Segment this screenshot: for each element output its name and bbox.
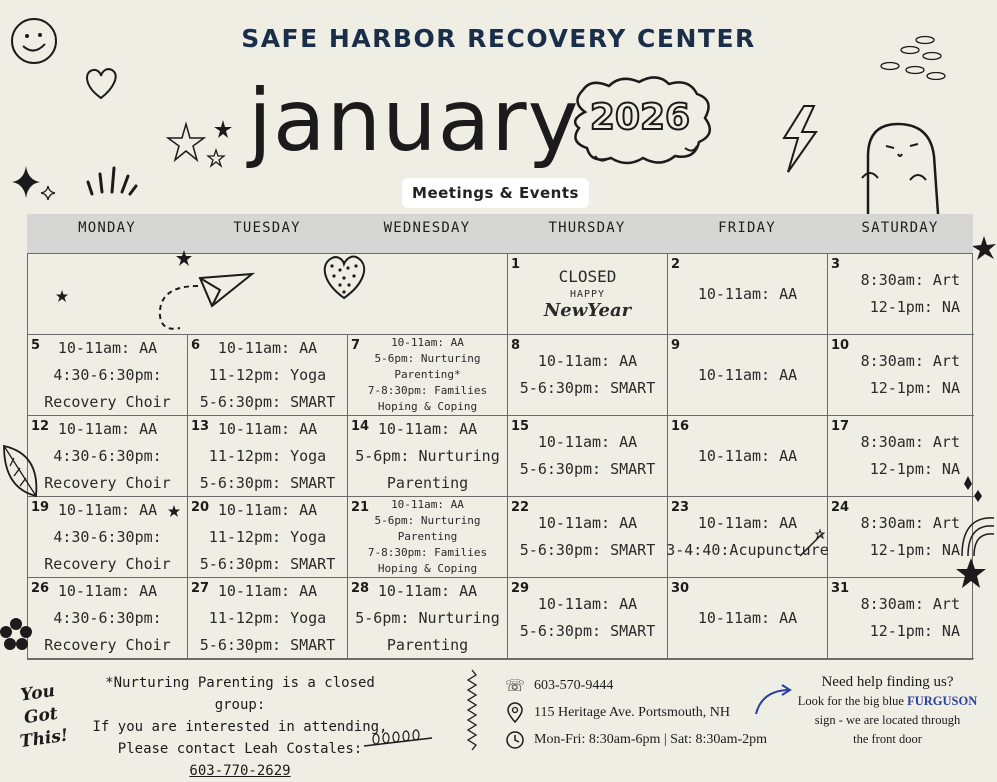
event-list bbox=[28, 497, 187, 577]
day-header-monday: MONDAY bbox=[78, 220, 136, 236]
event-list bbox=[508, 416, 667, 496]
new-year-lettering: NewYear bbox=[543, 300, 632, 321]
directions-info bbox=[785, 672, 990, 749]
day-number: 27 bbox=[191, 581, 210, 596]
event-item: Parenting bbox=[397, 530, 458, 543]
event-item: 4:30-6:30pm: bbox=[53, 446, 162, 465]
day-number: 30 bbox=[671, 581, 690, 596]
event-item: 8:30am: Art bbox=[860, 271, 960, 289]
day-number: 9 bbox=[671, 338, 681, 353]
day-cell-7 bbox=[348, 335, 508, 416]
day-cell-26 bbox=[28, 578, 188, 659]
event-list bbox=[828, 254, 974, 334]
event-item: Hoping & Coping bbox=[377, 400, 478, 413]
event-list bbox=[828, 416, 974, 496]
event-item: 11-12pm: Yoga bbox=[208, 608, 327, 627]
event-item: 10-11am: AA bbox=[697, 284, 798, 303]
event-item: 4:30-6:30pm: bbox=[53, 527, 162, 546]
contact-address-row bbox=[504, 699, 767, 726]
event-item: Recovery Choir bbox=[44, 635, 171, 654]
directions-line: the front door bbox=[853, 732, 922, 746]
event-item: 10-11am: AA bbox=[391, 336, 464, 349]
event-item: 10-11am: AA bbox=[537, 514, 638, 532]
event-item: 10-11am: AA bbox=[391, 498, 464, 511]
event-item: Hoping & Coping bbox=[377, 562, 478, 575]
event-item: 11-12pm: Yoga bbox=[208, 365, 327, 384]
event-item: Recovery Choir bbox=[44, 554, 171, 573]
day-number: 22 bbox=[511, 500, 530, 515]
event-item: 10-11am: AA bbox=[537, 352, 638, 370]
event-item: 10-11am: AA bbox=[217, 419, 318, 438]
year-label: 2026 bbox=[589, 97, 691, 138]
event-list bbox=[508, 497, 667, 577]
day-cell-20 bbox=[188, 497, 348, 578]
event-list bbox=[188, 416, 347, 496]
contact-info bbox=[504, 672, 767, 753]
day-cell-17 bbox=[828, 416, 974, 497]
event-item: 12-1pm: NA bbox=[869, 379, 960, 397]
event-item: 10-11am: AA bbox=[377, 581, 478, 600]
contact-address: 115 Heritage Ave. Portsmouth, NH bbox=[534, 704, 730, 720]
flower-icon bbox=[0, 618, 32, 650]
day-number: 16 bbox=[671, 419, 690, 434]
day-cell-empty bbox=[348, 254, 508, 335]
event-list bbox=[348, 497, 507, 577]
vine-doodle-icon bbox=[362, 730, 434, 752]
day-number: 1 bbox=[511, 257, 521, 272]
event-item: Parenting* bbox=[394, 368, 461, 381]
day-cell-28 bbox=[348, 578, 508, 659]
day-number: 8 bbox=[511, 338, 521, 353]
event-list bbox=[28, 335, 187, 415]
diamond-sparkle-icon bbox=[960, 476, 984, 506]
event-item: 4:30-6:30pm: bbox=[53, 608, 162, 627]
paper-plane-icon bbox=[150, 246, 260, 336]
event-item: 10-11am: AA bbox=[57, 500, 158, 519]
day-cell-19 bbox=[28, 497, 188, 578]
happy-label: HAPPY bbox=[569, 289, 606, 300]
event-list bbox=[348, 254, 507, 334]
event-item: 5-6pm: Nurturing bbox=[355, 608, 500, 627]
event-item: Parenting bbox=[386, 473, 469, 492]
event-list bbox=[348, 416, 507, 496]
day-number: 13 bbox=[191, 419, 210, 434]
event-item: 5-6:30pm: SMART bbox=[519, 379, 656, 397]
day-cell-6 bbox=[188, 335, 348, 416]
day-cell-29 bbox=[508, 578, 668, 659]
motto-line: Got bbox=[22, 703, 60, 729]
event-item: 5-6:30pm: SMART bbox=[199, 392, 336, 411]
day-header-wednesday: WEDNESDAY bbox=[383, 220, 471, 236]
note-line: *Nurturing Parenting is a closed group: bbox=[105, 675, 375, 713]
event-list bbox=[188, 335, 347, 415]
event-item: 5-6:30pm: SMART bbox=[519, 541, 656, 559]
month-title: january bbox=[248, 71, 580, 171]
event-item: 8:30am: Art bbox=[860, 352, 960, 370]
event-item: 5-6:30pm: SMART bbox=[199, 554, 336, 573]
event-item: 8:30am: Art bbox=[860, 514, 960, 532]
event-item: 4:30-6:30pm: bbox=[53, 365, 162, 384]
event-list bbox=[668, 254, 827, 334]
directions-heading: Need help finding us? bbox=[821, 674, 954, 690]
event-item: 5-6:30pm: SMART bbox=[199, 473, 336, 492]
contact-phone-row bbox=[504, 672, 767, 699]
day-header-friday: FRIDAY bbox=[718, 220, 776, 236]
event-item: 5-6:30pm: SMART bbox=[199, 635, 336, 654]
event-item: 11-12pm: Yoga bbox=[208, 446, 327, 465]
event-item: 10-11am: AA bbox=[697, 514, 798, 532]
note-phone-link[interactable]: 603-770-2629 bbox=[189, 763, 291, 779]
day-header-tuesday: TUESDAY bbox=[233, 220, 301, 236]
event-list bbox=[188, 578, 347, 658]
contact-hours: Mon-Fri: 8:30am-6pm | Sat: 8:30am-2pm bbox=[534, 731, 768, 747]
event-item: 10-11am: AA bbox=[217, 581, 318, 600]
motto-line: You bbox=[19, 680, 57, 706]
contact-hours-row bbox=[504, 726, 767, 753]
event-item: 10-11am: AA bbox=[697, 608, 798, 627]
day-cell-16 bbox=[668, 416, 828, 497]
rays-doodle-icon bbox=[86, 164, 138, 198]
event-list bbox=[348, 335, 507, 415]
day-cell-21 bbox=[348, 497, 508, 578]
motto-line: This! bbox=[18, 725, 70, 753]
day-number: 10 bbox=[831, 338, 850, 353]
small-star-icon bbox=[168, 505, 180, 517]
day-number: 19 bbox=[31, 500, 50, 515]
day-number: 29 bbox=[511, 581, 530, 596]
event-item: 12-1pm: NA bbox=[869, 622, 960, 640]
day-number: 12 bbox=[31, 419, 50, 434]
event-list bbox=[828, 497, 974, 577]
event-list bbox=[828, 335, 974, 415]
day-cell-31 bbox=[828, 578, 974, 659]
lightning-icon bbox=[778, 104, 822, 174]
event-item: 7-8:30pm: Families bbox=[367, 546, 488, 559]
clock-icon bbox=[504, 730, 526, 750]
rainbow-icon bbox=[958, 508, 997, 558]
big-star-icon bbox=[956, 558, 986, 588]
wand-sparkle-icon bbox=[796, 528, 828, 560]
event-item: 10-11am: AA bbox=[217, 338, 318, 357]
day-number: 24 bbox=[831, 500, 850, 515]
event-list bbox=[508, 578, 667, 658]
event-list bbox=[28, 578, 187, 658]
directions-text: Look for the big blue bbox=[797, 694, 904, 708]
star-burst-icon bbox=[972, 236, 997, 261]
event-item: 10-11am: AA bbox=[537, 433, 638, 451]
day-cell-13 bbox=[188, 416, 348, 497]
event-item: 10-11am: AA bbox=[57, 581, 158, 600]
event-item: 12-1pm: NA bbox=[869, 460, 960, 478]
day-number: 14 bbox=[351, 419, 370, 434]
event-item: Recovery Choir bbox=[44, 473, 171, 492]
directions-brand: FURGUSON bbox=[907, 694, 978, 708]
day-cell-10 bbox=[828, 335, 974, 416]
day-cell-30 bbox=[668, 578, 828, 659]
event-item: Recovery Choir bbox=[44, 392, 171, 411]
stars-sparkle-icon bbox=[168, 116, 238, 176]
dotted-heart-icon bbox=[318, 252, 370, 302]
day-number: 6 bbox=[191, 338, 201, 353]
note-line: Please contact Leah Costales: bbox=[117, 741, 363, 757]
event-list bbox=[508, 335, 667, 415]
day-cell-24 bbox=[828, 497, 974, 578]
location-pin-icon bbox=[504, 703, 526, 723]
event-item: 10-11am: AA bbox=[57, 338, 158, 357]
directions-line: sign - we are located through bbox=[814, 713, 961, 727]
motto-lettering bbox=[2, 677, 81, 755]
day-number: 21 bbox=[351, 500, 370, 515]
event-item: 10-11am: AA bbox=[217, 500, 318, 519]
day-header-saturday: SATURDAY bbox=[861, 220, 939, 236]
day-number: 20 bbox=[191, 500, 210, 515]
sparkle-icon bbox=[12, 162, 57, 207]
event-item: 3-4:40:Acupuncture bbox=[666, 541, 829, 559]
event-item: 11-12pm: Yoga bbox=[208, 527, 327, 546]
event-item: 8:30am: Art bbox=[860, 595, 960, 613]
day-number: 26 bbox=[31, 581, 50, 596]
day-cell-22 bbox=[508, 497, 668, 578]
directions-line bbox=[785, 692, 990, 711]
event-list bbox=[668, 578, 827, 658]
event-list bbox=[188, 497, 347, 577]
event-item: 10-11am: AA bbox=[697, 446, 798, 465]
day-number: 15 bbox=[511, 419, 530, 434]
event-item: 5-6pm: Nurturing bbox=[374, 352, 481, 365]
day-cell-9 bbox=[668, 335, 828, 416]
event-item: 5-6:30pm: SMART bbox=[519, 622, 656, 640]
leaf-icon bbox=[0, 440, 42, 500]
day-number: 17 bbox=[831, 419, 850, 434]
day-cell-3 bbox=[828, 254, 974, 335]
event-item: 5-6pm: Nurturing bbox=[374, 514, 481, 527]
event-item: 10-11am: AA bbox=[377, 419, 478, 438]
event-item: 10-11am: AA bbox=[697, 365, 798, 384]
day-cell-12 bbox=[28, 416, 188, 497]
day-cell-15 bbox=[508, 416, 668, 497]
day-cell-8 bbox=[508, 335, 668, 416]
day-cell-2 bbox=[668, 254, 828, 335]
blob-character-icon bbox=[848, 116, 948, 216]
event-item: 10-11am: AA bbox=[537, 595, 638, 613]
event-item: 12-1pm: NA bbox=[869, 541, 960, 559]
day-number: 28 bbox=[351, 581, 370, 596]
day-cell-1 bbox=[508, 254, 668, 335]
event-list bbox=[508, 254, 667, 334]
note-line: If you are interested in attending, bbox=[92, 719, 388, 735]
day-number: 2 bbox=[671, 257, 681, 272]
squiggle-divider-icon bbox=[466, 670, 478, 750]
event-item: 12-1pm: NA bbox=[869, 298, 960, 316]
event-list bbox=[348, 578, 507, 658]
day-number: 5 bbox=[31, 338, 41, 353]
event-list bbox=[828, 578, 974, 658]
org-title: SAFE HARBOR RECOVERY CENTER bbox=[241, 24, 756, 53]
event-item: 10-11am: AA bbox=[57, 419, 158, 438]
heart-outline-icon bbox=[80, 62, 122, 104]
event-item: 7-8:30pm: Families bbox=[367, 384, 488, 397]
subtitle-badge: Meetings & Events bbox=[402, 178, 589, 208]
closed-label: CLOSED bbox=[558, 267, 617, 286]
day-number: 23 bbox=[671, 500, 690, 515]
event-list bbox=[668, 335, 827, 415]
event-list bbox=[668, 416, 827, 496]
day-number: 3 bbox=[831, 257, 841, 272]
day-number: 31 bbox=[831, 581, 850, 596]
event-item: 5-6pm: Nurturing bbox=[355, 446, 500, 465]
day-header-thursday: THURSDAY bbox=[548, 220, 626, 236]
small-star-icon bbox=[56, 290, 68, 302]
day-cell-14 bbox=[348, 416, 508, 497]
nurturing-note bbox=[80, 672, 400, 782]
event-item: 8:30am: Art bbox=[860, 433, 960, 451]
contact-phone[interactable]: 603-570-9444 bbox=[534, 677, 614, 693]
day-cell-27 bbox=[188, 578, 348, 659]
event-item: Parenting bbox=[386, 635, 469, 654]
event-item: 5-6:30pm: SMART bbox=[519, 460, 656, 478]
event-list bbox=[28, 416, 187, 496]
day-cell-5 bbox=[28, 335, 188, 416]
day-number: 7 bbox=[351, 338, 361, 353]
phone-icon: ☏ bbox=[504, 677, 525, 695]
